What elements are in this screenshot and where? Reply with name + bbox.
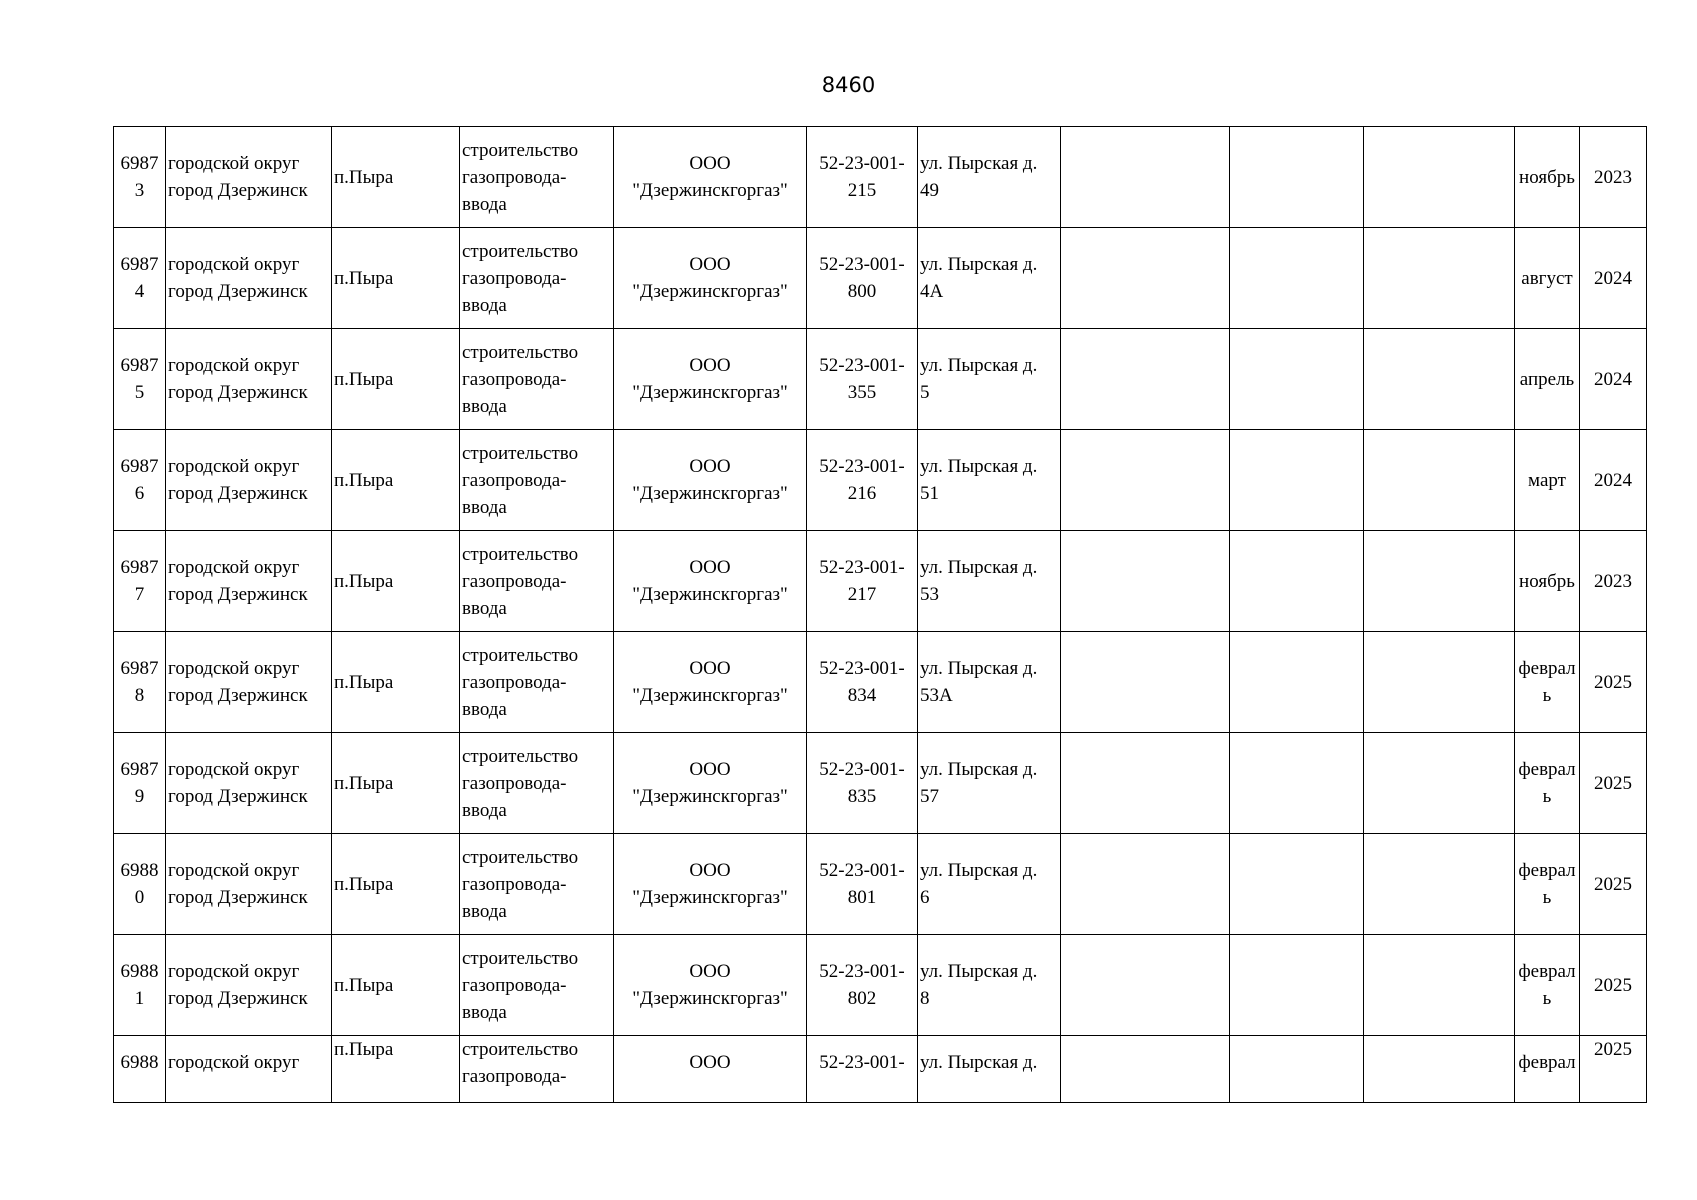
row-number-line: 6987 [120,254,159,275]
address-line: ул. Пырская д. [920,153,1038,174]
work-type-line: ввода [462,799,507,821]
table-row [114,733,1647,834]
row-number-cell [114,430,166,531]
year-text: 2023 [1594,166,1632,188]
settlement-cell [332,632,460,733]
work-type-line: газопровода- [462,166,567,188]
organization-line: "Дзержинскгоргаз" [632,685,788,706]
address-cell [918,329,1061,430]
empty-cell [1364,127,1515,228]
month-cell [1515,127,1580,228]
district-line: городской округ [168,456,300,477]
object-code-cell [807,1036,918,1103]
empty-cell [1230,329,1364,430]
empty-cell [1230,632,1364,733]
organization-line: ООО [689,254,731,275]
address-line: ул. Пырская д. [920,961,1038,982]
row-number-cell [114,632,166,733]
object-code-line: 355 [847,382,877,403]
object-code-line: 835 [847,786,877,807]
settlement-cell [332,127,460,228]
row-number-line: 0 [134,887,145,908]
empty-cell [1230,935,1364,1036]
page-number: 8460 [821,73,876,97]
organization-cell [614,127,807,228]
table-body [114,127,1647,1103]
gas-connection-table [113,126,1647,1103]
settlement-cell [332,430,460,531]
address-cell [918,228,1061,329]
object-code-cell [807,329,918,430]
object-code-cell [807,127,918,228]
object-code-line: 52-23-001- [819,153,905,174]
work-type-cell [460,228,614,329]
row-number-cell [114,127,166,228]
work-type-line: строительство [462,240,579,262]
settlement-text: п.Пыра [334,974,394,996]
empty-cell [1230,834,1364,935]
month-line: феврал [1518,759,1576,780]
month-cell [1515,935,1580,1036]
work-type-cell [460,935,614,1036]
work-type-cell [460,127,614,228]
district-line: город Дзержинск [168,786,308,807]
work-type-line: газопровода- [462,873,567,895]
object-code-line: 52-23-001- [819,860,905,881]
empty-cell [1364,632,1515,733]
district-line: городской округ [168,658,300,679]
work-type-line: ввода [462,395,507,417]
year-cell [1580,430,1647,531]
work-type-cell [460,329,614,430]
address-line: ул. Пырская д. [920,658,1038,679]
row-number-line: 6987 [120,153,159,174]
object-code-cell [807,430,918,531]
empty-cell [1364,1036,1515,1103]
settlement-text: п.Пыра [334,873,394,895]
settlement-text: п.Пыра [334,772,394,794]
work-type-line: ввода [462,496,507,518]
district-line: город Дзержинск [168,887,308,908]
district-line: городской округ [168,759,300,780]
month-line: феврал [1518,1052,1576,1073]
year-text: 2025 [1594,671,1632,693]
settlement-cell [332,329,460,430]
organization-cell [614,531,807,632]
object-code-line: 52-23-001- [819,759,905,780]
settlement-cell [332,935,460,1036]
settlement-cell [332,228,460,329]
object-code-line: 52-23-001- [819,355,905,376]
organization-line: ООО [689,557,731,578]
organization-line: "Дзержинскгоргаз" [632,382,788,403]
empty-cell [1061,228,1230,329]
district-line: город Дзержинск [168,180,308,201]
organization-line: ООО [689,860,731,881]
address-line: 8 [920,988,930,1009]
district-line: городской округ [168,355,300,376]
settlement-text: п.Пыра [334,671,394,693]
organization-cell [614,329,807,430]
district-cell [166,329,332,430]
year-cell [1580,834,1647,935]
settlement-text: п.Пыра [334,166,394,188]
organization-line: ООО [689,1052,731,1073]
work-type-line: строительство [462,947,579,969]
object-code-line: 834 [847,685,877,706]
empty-cell [1230,228,1364,329]
empty-cell [1061,127,1230,228]
address-line: ул. Пырская д. [920,456,1038,477]
month-cell [1515,228,1580,329]
work-type-cell [460,834,614,935]
table-row [114,329,1647,430]
address-line: 6 [920,887,930,908]
empty-cell [1061,733,1230,834]
work-type-line: строительство [462,745,579,767]
month-line: феврал [1518,961,1576,982]
work-type-cell [460,430,614,531]
table-row [114,1036,1647,1103]
object-code-line: 52-23-001- [819,1052,905,1073]
settlement-cell [332,834,460,935]
month-cell [1515,733,1580,834]
district-line: город Дзержинск [168,685,308,706]
row-number-line: 8 [134,685,145,706]
table-row [114,935,1647,1036]
year-text: 2025 [1594,772,1632,794]
address-line: 53А [920,685,953,706]
district-cell [166,1036,332,1103]
work-type-line: строительство [462,341,579,363]
organization-line: "Дзержинскгоргаз" [632,281,788,302]
row-number-cell [114,329,166,430]
settlement-text: п.Пыра [334,570,394,592]
work-type-line: строительство [462,139,579,161]
district-line: городской округ [168,860,300,881]
year-text: 2024 [1594,469,1632,491]
year-cell [1580,935,1647,1036]
row-number-line: 6988 [120,860,159,881]
district-cell [166,127,332,228]
settlement-text: п.Пыра [334,368,394,390]
organization-line: "Дзержинскгоргаз" [632,180,788,201]
row-number-line: 7 [134,584,145,605]
year-text: 2023 [1594,570,1632,592]
month-cell [1515,834,1580,935]
district-cell [166,834,332,935]
district-cell [166,430,332,531]
work-type-cell [460,1036,614,1103]
row-number-cell [114,834,166,935]
year-cell [1580,733,1647,834]
district-line: город Дзержинск [168,382,308,403]
settlement-cell [332,531,460,632]
district-cell [166,733,332,834]
month-line: август [1521,267,1573,289]
work-type-line: ввода [462,597,507,619]
row-number-line: 3 [134,180,145,201]
settlement-cell [332,1036,460,1103]
object-code-line: 52-23-001- [819,254,905,275]
district-line: городской округ [168,153,300,174]
row-number-line: 6987 [120,557,159,578]
work-type-line: газопровода- [462,974,567,996]
object-code-line: 801 [847,887,877,908]
district-line: город Дзержинск [168,988,308,1009]
table-row [114,430,1647,531]
year-text: 2024 [1594,267,1632,289]
empty-cell [1364,329,1515,430]
object-code-cell [807,228,918,329]
empty-cell [1061,935,1230,1036]
address-cell [918,430,1061,531]
work-type-line: газопровода- [462,671,567,693]
address-cell [918,531,1061,632]
row-number-line: 6987 [120,456,159,477]
empty-cell [1364,531,1515,632]
work-type-cell [460,733,614,834]
organization-line: ООО [689,658,731,679]
empty-cell [1061,531,1230,632]
organization-cell [614,935,807,1036]
row-number-line: 6988 [120,961,159,982]
work-type-line: газопровода- [462,267,567,289]
month-line: ь [1542,685,1552,706]
row-number-line: 6987 [120,355,159,376]
year-text: 2024 [1594,368,1632,390]
empty-cell [1364,228,1515,329]
work-type-line: ввода [462,900,507,922]
row-number-cell [114,1036,166,1103]
work-type-line: строительство [462,543,579,565]
object-code-cell [807,834,918,935]
work-type-line: строительство [462,644,579,666]
work-type-line: ввода [462,193,507,215]
row-number-line: 6987 [120,658,159,679]
row-number-cell [114,733,166,834]
empty-cell [1364,935,1515,1036]
organization-line: "Дзержинскгоргаз" [632,584,788,605]
district-line: город Дзержинск [168,281,308,302]
organization-line: "Дзержинскгоргаз" [632,483,788,504]
object-code-line: 217 [847,584,877,605]
organization-line: ООО [689,355,731,376]
address-line: ул. Пырская д. [920,860,1038,881]
row-number-cell [114,531,166,632]
row-number-line: 6 [134,483,145,504]
object-code-cell [807,733,918,834]
organization-line: "Дзержинскгоргаз" [632,887,788,908]
month-line: апрель [1519,368,1575,390]
work-type-line: ввода [462,294,507,316]
district-line: город Дзержинск [168,483,308,504]
table-row [114,531,1647,632]
month-line: ноябрь [1519,570,1575,592]
work-type-line: газопровода- [462,1066,567,1087]
settlement-cell [332,733,460,834]
organization-cell [614,1036,807,1103]
empty-cell [1230,1036,1364,1103]
year-cell [1580,228,1647,329]
work-type-line: газопровода- [462,368,567,390]
empty-cell [1061,430,1230,531]
object-code-line: 52-23-001- [819,456,905,477]
row-number-cell [114,228,166,329]
month-cell [1515,329,1580,430]
address-cell [918,834,1061,935]
row-number-line: 5 [134,382,145,403]
address-line: 4А [920,281,944,302]
organization-line: ООО [689,759,731,780]
work-type-line: газопровода- [462,772,567,794]
row-number-line: 4 [134,281,145,302]
object-code-line: 802 [847,988,877,1009]
object-code-line: 52-23-001- [819,557,905,578]
empty-cell [1061,329,1230,430]
district-cell [166,228,332,329]
object-code-cell [807,632,918,733]
district-cell [166,632,332,733]
organization-line: "Дзержинскгоргаз" [632,988,788,1009]
address-line: ул. Пырская д. [920,254,1038,275]
empty-cell [1230,733,1364,834]
district-line: городской округ [168,961,300,982]
empty-cell [1364,430,1515,531]
row-number-cell [114,935,166,1036]
organization-cell [614,228,807,329]
object-code-cell [807,531,918,632]
work-type-line: ввода [462,698,507,720]
empty-cell [1230,127,1364,228]
organization-cell [614,834,807,935]
month-cell [1515,531,1580,632]
object-code-line: 52-23-001- [819,961,905,982]
table-row [114,228,1647,329]
address-line: 49 [920,180,939,201]
row-number-line: 6987 [120,759,159,780]
row-number-line: 1 [134,988,145,1009]
month-line: ь [1542,786,1552,807]
address-line: 53 [920,584,939,605]
table-row [114,834,1647,935]
address-line: ул. Пырская д. [920,557,1038,578]
work-type-line: строительство [462,846,579,868]
month-line: ноябрь [1519,166,1575,188]
year-cell [1580,127,1647,228]
address-cell [918,632,1061,733]
empty-cell [1364,733,1515,834]
year-cell [1580,1036,1647,1103]
month-line: ь [1542,988,1552,1009]
settlement-text: п.Пыра [334,469,394,491]
settlement-text: п.Пыра [334,267,394,289]
month-cell [1515,430,1580,531]
month-line: феврал [1518,860,1576,881]
address-line: ул. Пырская д. [920,355,1038,376]
district-cell [166,935,332,1036]
address-line: 57 [920,786,939,807]
year-cell [1580,632,1647,733]
address-cell [918,1036,1061,1103]
organization-cell [614,430,807,531]
settlement-text: п.Пыра [334,1039,394,1060]
month-cell [1515,632,1580,733]
work-type-line: газопровода- [462,570,567,592]
empty-cell [1230,531,1364,632]
year-cell [1580,329,1647,430]
address-line: 5 [920,382,930,403]
address-line: 51 [920,483,939,504]
empty-cell [1230,430,1364,531]
month-cell [1515,1036,1580,1103]
object-code-line: 216 [847,483,877,504]
organization-line: ООО [689,153,731,174]
work-type-line: ввода [462,1001,507,1023]
address-line: ул. Пырская д. [920,1052,1038,1073]
empty-cell [1061,834,1230,935]
address-line: ул. Пырская д. [920,759,1038,780]
work-type-line: строительство [462,1039,579,1060]
empty-cell [1364,834,1515,935]
district-line: городской округ [168,254,300,275]
year-cell [1580,531,1647,632]
organization-line: ООО [689,456,731,477]
row-number-line: 6988 [120,1052,159,1073]
object-code-line: 800 [847,281,877,302]
object-code-cell [807,935,918,1036]
year-text: 2025 [1594,1039,1632,1060]
empty-cell [1061,1036,1230,1103]
organization-line: ООО [689,961,731,982]
district-cell [166,531,332,632]
district-line: городской округ [168,557,300,578]
work-type-line: газопровода- [462,469,567,491]
address-cell [918,935,1061,1036]
address-cell [918,127,1061,228]
table-row [114,632,1647,733]
year-text: 2025 [1594,974,1632,996]
address-cell [918,733,1061,834]
month-line: март [1528,469,1566,491]
object-code-line: 52-23-001- [819,658,905,679]
work-type-cell [460,632,614,733]
organization-cell [614,632,807,733]
row-number-line: 9 [134,786,145,807]
month-line: ь [1542,887,1552,908]
district-line: городской округ [168,1052,300,1073]
work-type-cell [460,531,614,632]
district-line: город Дзержинск [168,584,308,605]
object-code-line: 215 [847,180,877,201]
table-row [114,127,1647,228]
work-type-line: строительство [462,442,579,464]
organization-line: "Дзержинскгоргаз" [632,786,788,807]
month-line: феврал [1518,658,1576,679]
organization-cell [614,733,807,834]
empty-cell [1061,632,1230,733]
year-text: 2025 [1594,873,1632,895]
